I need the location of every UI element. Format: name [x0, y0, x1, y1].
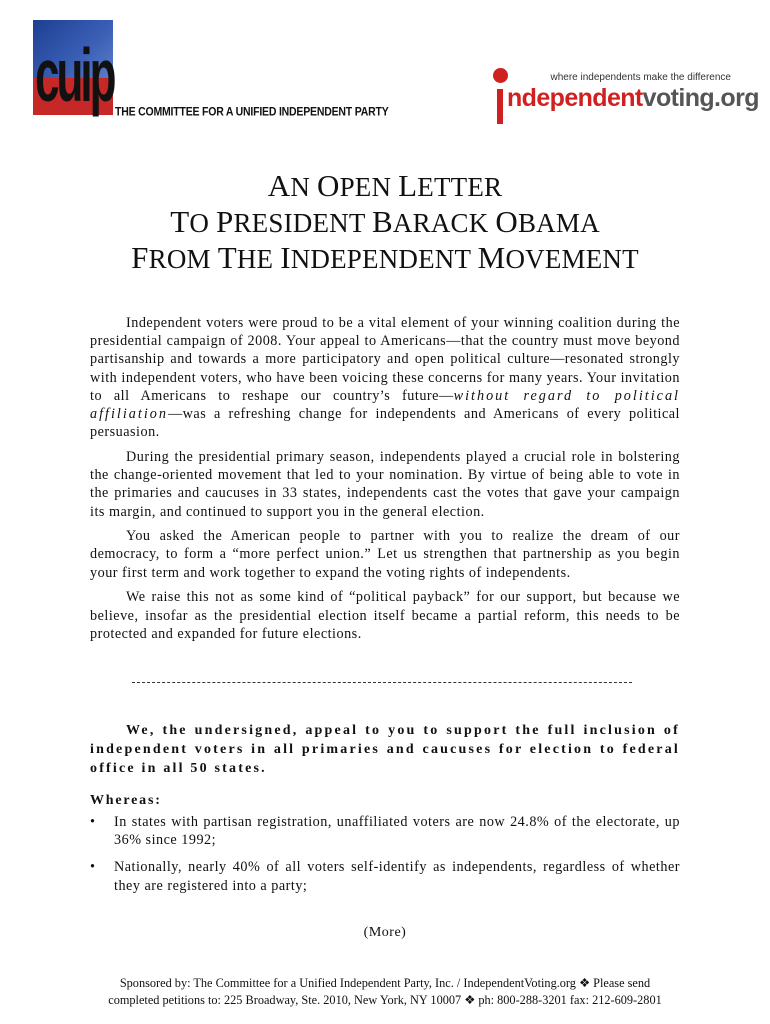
- appeal-statement: We, the undersigned, appeal to you to support the full inclusion of independent voters in all primaries and caucuses for election to federal office in all 50 states.: [90, 723, 680, 776]
- more-indicator: (More): [363, 925, 407, 940]
- cuip-logo-mark: [33, 20, 114, 119]
- paragraph-3: You asked the American people to partner with you to realize the dream of our democracy, to form a “more perfect union.” Let us strengthen that partnership as you begin your first term and work together to expand the voting rights of independents.: [90, 528, 680, 581]
- title-line-2: TO PRESIDENT BARACK OBAMA: [170, 204, 600, 239]
- footer-line-1: Sponsored by: The Committee for a Unified Independent Party, Inc. / IndependentVoting.org ❖ Please send: [119, 976, 651, 990]
- iv-logo-wordmark: ndependentvoting.org: [507, 84, 759, 112]
- letter-body: [90, 314, 680, 649]
- title-line-1: AN OPEN LETTER: [267, 168, 503, 203]
- list-item: • Nationally, nearly 40% of all voters self-identify as independents, regardless of whether they are registered into a party;: [90, 859, 680, 894]
- iv-tagline: where independents make the difference: [550, 72, 731, 83]
- whereas-heading: Whereas:: [90, 793, 162, 808]
- footer-line-2: completed petitions to: 225 Broadway, Ste. 2010, New York, NY 10007 ❖ ph: 800-288-3201 fax: 212-609-2801: [108, 993, 662, 1007]
- cuip-logo: [33, 20, 389, 130]
- bullet-icon: •: [90, 814, 96, 830]
- paragraph-4: We raise this not as some kind of “political payback” for our support, but because we believe, insofar as the presidential election itself became a partial reform, this needs to be protected and expanded for future elections.: [90, 589, 680, 642]
- title-line-3: FROM THE INDEPENDENT MOVEMENT: [131, 240, 639, 275]
- whereas-list: [90, 813, 680, 904]
- independentvoting-logo: [490, 68, 759, 130]
- paragraph-1: Independent voters were proud to be a vital element of your winning coalition during the presidential campaign of 2008. Your appeal to Americans—that the country must move beyond partisanship and towards a more participatory and open political culture—resonated strongly with independent voters, who have been voicing these concerns for many years. Your invitation to all Americans to reshape our country’s future—without regard to political affiliation—was a refreshing change for independents and Americans of every political persuasion.: [90, 315, 680, 441]
- dashed-divider: [132, 682, 632, 683]
- iv-logo-dot: [493, 68, 508, 83]
- list-item: • In states with partisan registration, unaffiliated voters are now 24.8% of the electorate, up 36% since 1992;: [90, 814, 680, 849]
- cuip-logo-letters: cuip: [35, 34, 114, 119]
- footer: [0, 975, 770, 1009]
- paragraph-2: During the presidential primary season, independents played a crucial role in bolstering the change-oriented movement that led to your nomination. By virtue of being able to vote in the primaries and caucuses in 33 states, independents cast the votes that gave your campaign its margin, and continued to support you in the general election.: [90, 448, 680, 520]
- iv-logo-stem: [497, 89, 503, 124]
- bullet-icon: •: [90, 859, 96, 876]
- cuip-organization-name: THE COMMITTEE FOR A UNIFIED INDEPENDENT PARTY: [115, 105, 389, 119]
